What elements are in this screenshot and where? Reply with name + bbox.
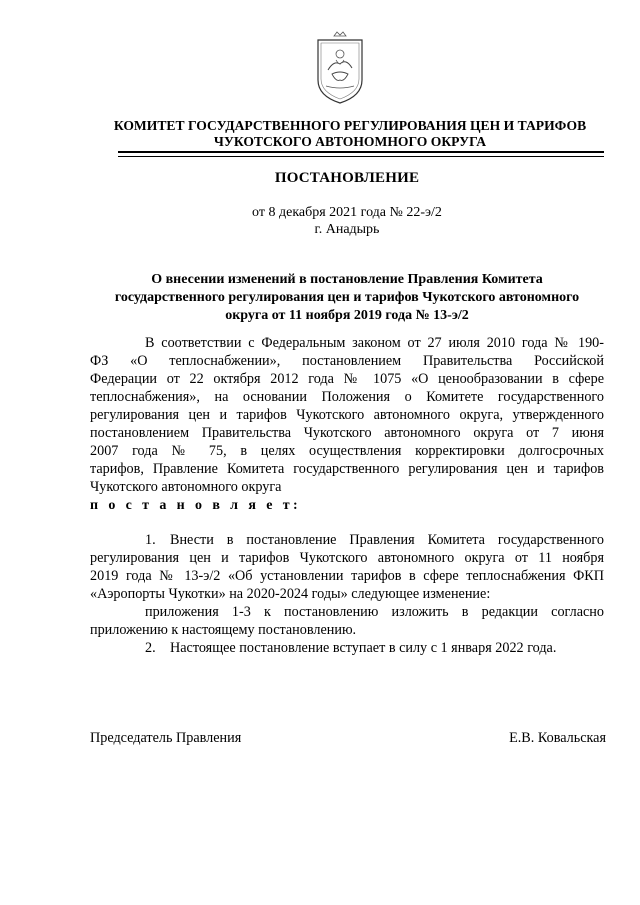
preamble-line: Чукотского автономного округа <box>90 479 282 495</box>
item-line: приложения 1-3 к постановлению изложить в редакции согласно <box>145 604 604 620</box>
item-line: 2019 года № 13-э/2 «Об установлении тарифов в сфере теплоснабжения ФКП <box>90 568 604 584</box>
subject-line: округа от 11 ноября 2019 года № 13-э/2 <box>225 308 469 323</box>
document-date: от 8 декабря 2021 года № 22-э/2 <box>252 205 442 220</box>
header-divider-thin <box>118 156 604 157</box>
item-line: Настоящее постановление вступает в силу с 1 января 2022 года. <box>170 640 557 656</box>
preamble-line: постановлением Правительства Чукотского автономного округа от 7 июня <box>90 425 604 441</box>
preamble-line: тарифов, Правление Комитета государственного регулирования цен и тарифов <box>90 461 604 477</box>
signatory-position: Председатель Правления <box>90 730 242 746</box>
preamble-line: теплоснабжения», на основании Положения о Комитете государственного <box>90 389 604 405</box>
document-title: ПОСТАНОВЛЕНИЕ <box>274 170 420 186</box>
item-line: регулирования цен и тарифов Чукотского автономного округа от 11 ноября <box>90 550 604 566</box>
subject-line: государственного регулирования цен и тарифов Чукотского автономного <box>114 290 580 305</box>
item-line: «Аэропорты Чукотки» на 2020-2024 годы» следующее изменение: <box>90 586 491 602</box>
decree-word: п о с т а н о в л я е т: <box>90 498 302 513</box>
preamble-line: регулирования цен и тарифов Чукотского автономного округа, утвержденного <box>90 407 604 423</box>
item-number: 2. <box>145 640 156 656</box>
chukotka-coat-of-arms-icon <box>314 30 366 106</box>
item-line: Внести в постановление Правления Комитета государственного <box>170 532 604 548</box>
preamble-line: Федерации от 22 октября 2012 года № 1075 «О ценообразовании в сфере <box>90 371 604 387</box>
signatory-name: Е.В. Ковальская <box>509 730 606 746</box>
committee-name-line-1: КОМИТЕТ ГОСУДАРСТВЕННОГО РЕГУЛИРОВАНИЯ ЦЕН И ТАРИФОВ <box>113 118 587 133</box>
document-city: г. Анадырь <box>314 222 380 237</box>
item-number: 1. <box>145 532 156 548</box>
preamble-line: 2007 года № 75, в целях осуществления корректировки долгосрочных <box>90 443 604 459</box>
item-line: приложению к настоящему постановлению. <box>90 622 357 638</box>
header-divider <box>118 151 604 153</box>
subject-line: О внесении изменений в постановление Правления Комитета <box>151 272 543 287</box>
preamble-line: ФЗ «О теплоснабжении», постановлением Правительства Российской <box>90 353 604 369</box>
preamble-line: В соответствии с Федеральным законом от 27 июля 2010 года № 190- <box>145 335 604 351</box>
committee-name-line-2: ЧУКОТСКОГО АВТОНОМНОГО ОКРУГА <box>213 134 487 149</box>
